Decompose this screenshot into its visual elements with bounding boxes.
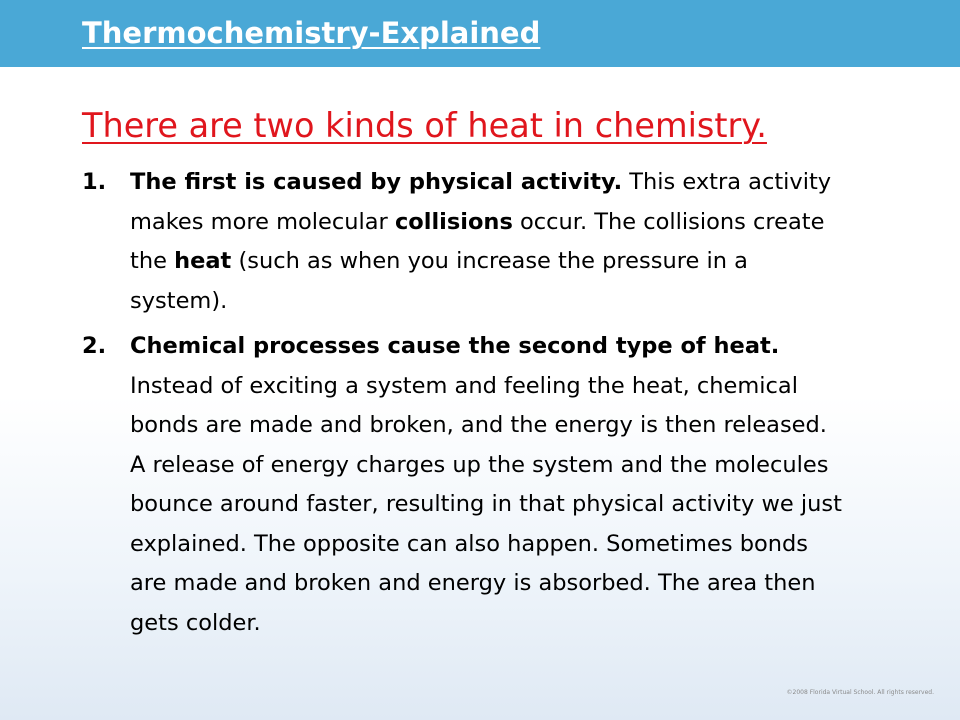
list-item-2 (82, 327, 842, 643)
slide-heading: There are two kinds of heat in chemistry. (82, 106, 767, 145)
list-number-1: 1. (82, 169, 107, 195)
item-1-text-b: occur. The collisions create the (130, 208, 825, 274)
item-2-text: Instead of exciting a system and feeling the heat, chemical bonds are made and broken, and the energy is then released. A release of energy charges up the system and the molecules bounce around faster, resulting in that physical activity we just explained. The opposite can also happen. Sometimes bonds are made and broken and energy is absorbed. The area then gets colder. (130, 372, 842, 636)
copyright-notice: ©2008 Florida Virtual School. All rights reserved. (786, 689, 934, 696)
item-1-text-a: This extra activity makes more molecular (130, 169, 832, 235)
item-1-bold-heat: heat (174, 248, 232, 274)
item-2-bold-intro: Chemical processes cause the second type of heat. (130, 333, 780, 359)
item-1-bold-collisions: collisions (394, 208, 513, 235)
list-item-1 (82, 163, 842, 321)
item-1-bold-intro: The first is caused by physical activity. (130, 169, 623, 195)
item-1-text-c: (such as when you increase the pressure in a system). (130, 248, 748, 314)
title-bar (0, 0, 960, 67)
numbered-list (82, 163, 842, 643)
slide-title: Thermochemistry-Explained (82, 16, 541, 50)
list-number-2: 2. (82, 333, 107, 359)
